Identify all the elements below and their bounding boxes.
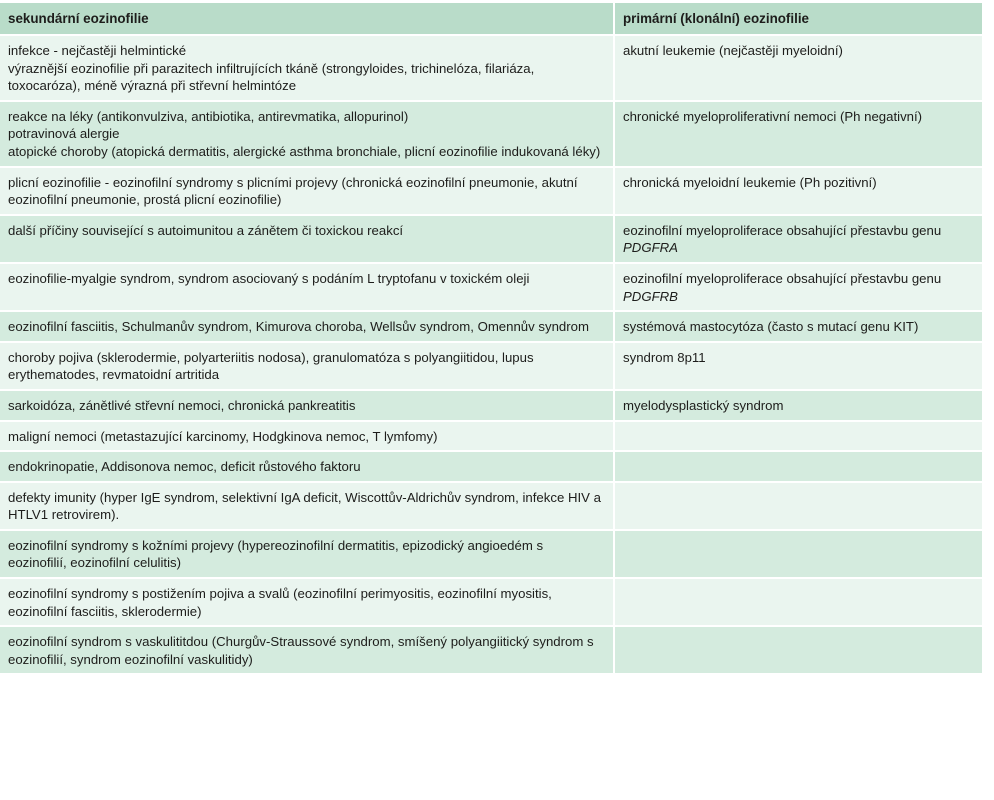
table-header-row	[0, 3, 982, 35]
cell-secondary-line: choroby pojiva (sklerodermie, polyarteriitis nodosa), granulomatóza s polyangiitidou, lupus erythematodes, revmatoidní artritida	[8, 349, 534, 383]
cell-secondary	[0, 626, 614, 674]
cell-secondary	[0, 311, 614, 342]
cell-secondary-line: atopické choroby (atopická dermatitis, alergické asthma bronchiale, plicní eozinofilie indukovaná léky)	[8, 143, 601, 159]
table-row	[0, 482, 982, 530]
cell-secondary	[0, 167, 614, 215]
cell-primary-gene: PDGFRB	[623, 288, 678, 304]
cell-primary	[614, 626, 982, 674]
cell-secondary	[0, 101, 614, 167]
cell-secondary-line: eozinofilní syndromy s kožními projevy (hypereozinofilní dermatitis, epizodický angioedém s eozinofilií, eozinofilní celulitis)	[8, 537, 544, 571]
cell-secondary	[0, 35, 614, 101]
header-primary: primární (klonální) eozinofilie	[614, 3, 982, 35]
eosinophilia-table	[0, 3, 982, 675]
table-body	[0, 35, 982, 674]
cell-secondary-line: eozinofilní fasciitis, Schulmanův syndrom, Kimurova choroba, Wellsův syndrom, Omennův syndrom	[8, 319, 589, 335]
cell-secondary-line: sarkoidóza, zánětlivé střevní nemoci, chronická pankreatitis	[8, 397, 356, 413]
table-row	[0, 311, 982, 342]
cell-primary	[614, 578, 982, 626]
cell-primary-text: chronická myeloidní leukemie (Ph pozitivní)	[623, 174, 877, 190]
cell-secondary-line: endokrinopatie, Addisonova nemoc, deficit růstového faktoru	[8, 459, 361, 475]
cell-primary	[614, 215, 982, 263]
cell-secondary-line: eozinofilie-myalgie syndrom, syndrom asociovaný s podáním L tryptofanu v toxickém oleji	[8, 270, 530, 286]
cell-primary	[614, 35, 982, 101]
cell-secondary	[0, 390, 614, 421]
cell-secondary	[0, 578, 614, 626]
cell-primary	[614, 482, 982, 530]
cell-primary	[614, 311, 982, 342]
table-row	[0, 263, 982, 311]
cell-primary	[614, 101, 982, 167]
cell-primary-text: eozinofilní myeloproliferace obsahující přestavbu genu	[623, 222, 942, 238]
cell-primary-text: myelodysplastický syndrom	[623, 397, 784, 413]
cell-secondary	[0, 482, 614, 530]
cell-secondary	[0, 530, 614, 578]
cell-primary-text: systémová mastocytóza (často s mutací genu KIT)	[623, 319, 919, 335]
cell-secondary	[0, 451, 614, 482]
table-row	[0, 215, 982, 263]
table-row	[0, 530, 982, 578]
cell-primary	[614, 451, 982, 482]
cell-secondary-line: reakce na léky (antikonvulziva, antibiotika, antirevmatika, allopurinol)	[8, 108, 409, 124]
table-row	[0, 626, 982, 674]
table-row	[0, 35, 982, 101]
cell-primary-text: chronické myeloproliferativní nemoci (Ph negativní)	[623, 108, 923, 124]
cell-primary	[614, 421, 982, 452]
cell-primary	[614, 530, 982, 578]
table-row	[0, 167, 982, 215]
cell-primary-text: akutní leukemie (nejčastěji myeloidní)	[623, 43, 843, 58]
table-row	[0, 101, 982, 167]
cell-primary	[614, 263, 982, 311]
cell-primary-gene: PDGFRA	[623, 240, 678, 256]
header-secondary: sekundární eozinofilie	[0, 3, 614, 35]
cell-secondary	[0, 421, 614, 452]
cell-secondary	[0, 215, 614, 263]
cell-secondary-line: plicní eozinofilie - eozinofilní syndromy s plicními projevy (chronická eozinofilní pneumonie, akutní eozinofilní pneumonie, prostá plicní eozinofilie)	[8, 174, 578, 208]
cell-secondary-line: infekce - nejčastěji helmintické	[8, 43, 187, 58]
cell-primary	[614, 342, 982, 390]
table-row	[0, 342, 982, 390]
cell-primary-text: syndrom 8p11	[623, 349, 706, 365]
cell-secondary-line: maligní nemoci (metastazující karcinomy, Hodgkinova nemoc, T lymfomy)	[8, 428, 438, 444]
cell-primary	[614, 167, 982, 215]
cell-secondary-line: potravinová alergie	[8, 126, 120, 142]
cell-primary	[614, 390, 982, 421]
cell-secondary	[0, 342, 614, 390]
cell-secondary-line: výraznější eozinofilie při parazitech infiltrujících tkáně (strongyloides, trichinelóza, filariáza, toxocaróza), méně výrazná při střevní helmintóze	[8, 60, 535, 94]
eosinophilia-table-container	[0, 3, 982, 675]
table-row	[0, 390, 982, 421]
table-row	[0, 451, 982, 482]
table-row	[0, 421, 982, 452]
cell-secondary-line: defekty imunity (hyper IgE syndrom, selektivní IgA deficit, Wiscottův-Aldrichův syndrom, infekce HIV a HTLV1 retrovirem).	[8, 489, 601, 523]
table-row	[0, 578, 982, 626]
cell-secondary-line: další příčiny související s autoimunitou a zánětem či toxickou reakcí	[8, 222, 404, 238]
cell-secondary-line: eozinofilní syndromy s postižením pojiva a svalů (eozinofilní perimyositis, eozinofilní myositis, eozinofilní fasciitis, sklerodermie)	[8, 586, 552, 619]
cell-secondary	[0, 263, 614, 311]
cell-primary-text: eozinofilní myeloproliferace obsahující přestavbu genu	[623, 270, 942, 286]
cell-secondary-line: eozinofilní syndrom s vaskulititdou (Churgův-Straussové syndrom, smíšený polyangiitický syndrom s eozinofilií, syndrom eozinofilní vaskulitidy)	[8, 634, 594, 667]
